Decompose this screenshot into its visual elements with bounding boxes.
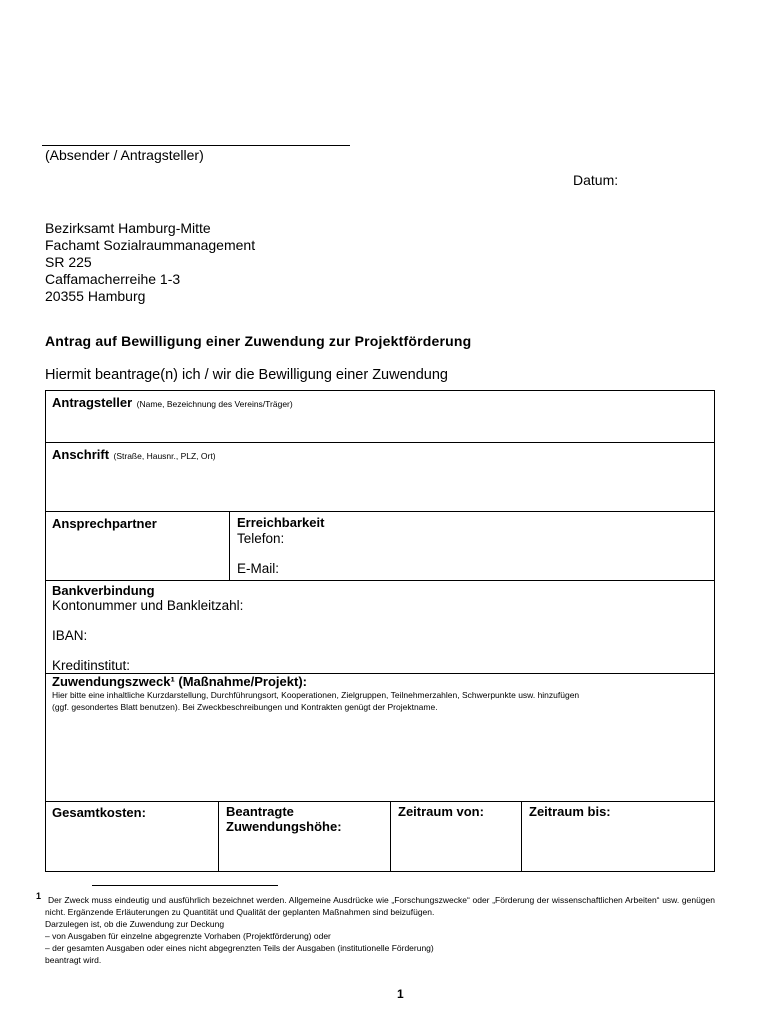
- footnote-text-3: – von Ausgaben für einzelne abgegrenzte Vorhaben (Projektförderung) oder: [45, 931, 331, 941]
- reachability-label: Erreichbarkeit: [237, 515, 325, 530]
- contact-person-cell[interactable]: [52, 515, 157, 583]
- bank-institute-label: Kreditinstitut:: [52, 658, 131, 673]
- applicant-row[interactable]: [46, 391, 714, 443]
- footnote-text-1: Der Zweck muss eindeutig und ausführlich bezeichnet werden. Allgemeine Ausdrücke wie „Forschungszwecke“ oder „Förderung der wissenschaftlichen Arbeiten“ usw. genügen nicht. Ergänzende Erläuterungen zu Quantität und Qualität der geplanten Maßnahmen sind beizufügen.: [45, 895, 715, 917]
- purpose-row[interactable]: [46, 674, 714, 802]
- bank-account-label: Kontonummer und Bankleitzahl:: [52, 598, 244, 613]
- reachability-cell[interactable]: [229, 512, 714, 580]
- phone-label: Telefon:: [237, 531, 285, 546]
- date-label: Datum:: [573, 172, 619, 188]
- address-hint: (Straße, Hausnr., PLZ, Ort): [113, 451, 216, 461]
- applicant-label: Antragsteller: [52, 395, 133, 410]
- total-costs-label: Gesamtkosten:: [52, 805, 146, 820]
- requested-amount-label-2: Zuwendungshöhe:: [226, 819, 342, 834]
- footnote: [45, 894, 715, 966]
- address-row[interactable]: [46, 443, 714, 512]
- contact-row: [46, 512, 714, 581]
- period-from-label: Zeitraum von:: [398, 804, 484, 819]
- total-costs-cell[interactable]: [52, 804, 146, 874]
- document-title: Antrag auf Bewilligung einer Zuwendung zur Projektförderung: [45, 333, 472, 349]
- footnote-text-2: Darzulegen ist, ob die Zuwendung zur Deckung: [45, 919, 225, 929]
- purpose-hint-2: (ggf. gesondertes Blatt benutzen). Bei Zweckbeschreibungen und Kontrakten genügt der Projektname.: [52, 702, 438, 712]
- recipient-line-2: Fachamt Sozialraummanagement: [45, 237, 256, 253]
- sender-signature-line: [42, 145, 350, 146]
- sender-label: (Absender / Antragsteller): [45, 147, 204, 163]
- requested-amount-cell[interactable]: [218, 802, 390, 872]
- bank-row[interactable]: [46, 581, 714, 674]
- footnote-text-5: beantragt wird.: [45, 955, 102, 965]
- recipient-line-5: 20355 Hamburg: [45, 288, 146, 304]
- iban-label: IBAN:: [52, 628, 88, 643]
- costs-row: [46, 802, 714, 872]
- recipient-line-3: SR 225: [45, 254, 92, 270]
- footnote-mark: 1: [36, 891, 42, 901]
- period-from-cell[interactable]: [390, 802, 521, 872]
- purpose-label: Zuwendungszweck¹ (Maßnahme/Projekt):: [52, 674, 307, 689]
- contact-person-label: Ansprechpartner: [52, 516, 157, 531]
- application-form-table: [45, 390, 715, 872]
- recipient-address: [45, 220, 255, 305]
- purpose-hint-1: Hier bitte eine inhaltliche Kurzdarstellung, Durchführungsort, Kooperationen, Zielgruppen, Teilnehmerzahlen, Schwerpunkte usw. hinzufügen: [52, 690, 580, 700]
- intro-text: Hiermit beantrage(n) ich / wir die Bewilligung einer Zuwendung: [45, 367, 448, 383]
- period-to-label: Zeitraum bis:: [529, 804, 611, 819]
- recipient-line-4: Caffamacherreihe 1-3: [45, 271, 181, 287]
- footnote-text-4: – der gesamten Ausgaben oder eines nicht abgegrenzten Teils der Ausgaben (institutionelle Förderung): [45, 943, 434, 953]
- period-to-cell[interactable]: [521, 802, 714, 872]
- page-number: 1: [397, 987, 404, 1001]
- address-label: Anschrift: [52, 447, 110, 462]
- bank-label: Bankverbindung: [52, 583, 155, 598]
- applicant-hint: (Name, Bezeichnung des Vereins/Träger): [136, 399, 293, 409]
- requested-amount-label-1: Beantragte: [226, 804, 294, 819]
- email-label: E-Mail:: [237, 561, 280, 576]
- recipient-line-1: Bezirksamt Hamburg-Mitte: [45, 220, 211, 236]
- footnote-separator: [92, 885, 278, 886]
